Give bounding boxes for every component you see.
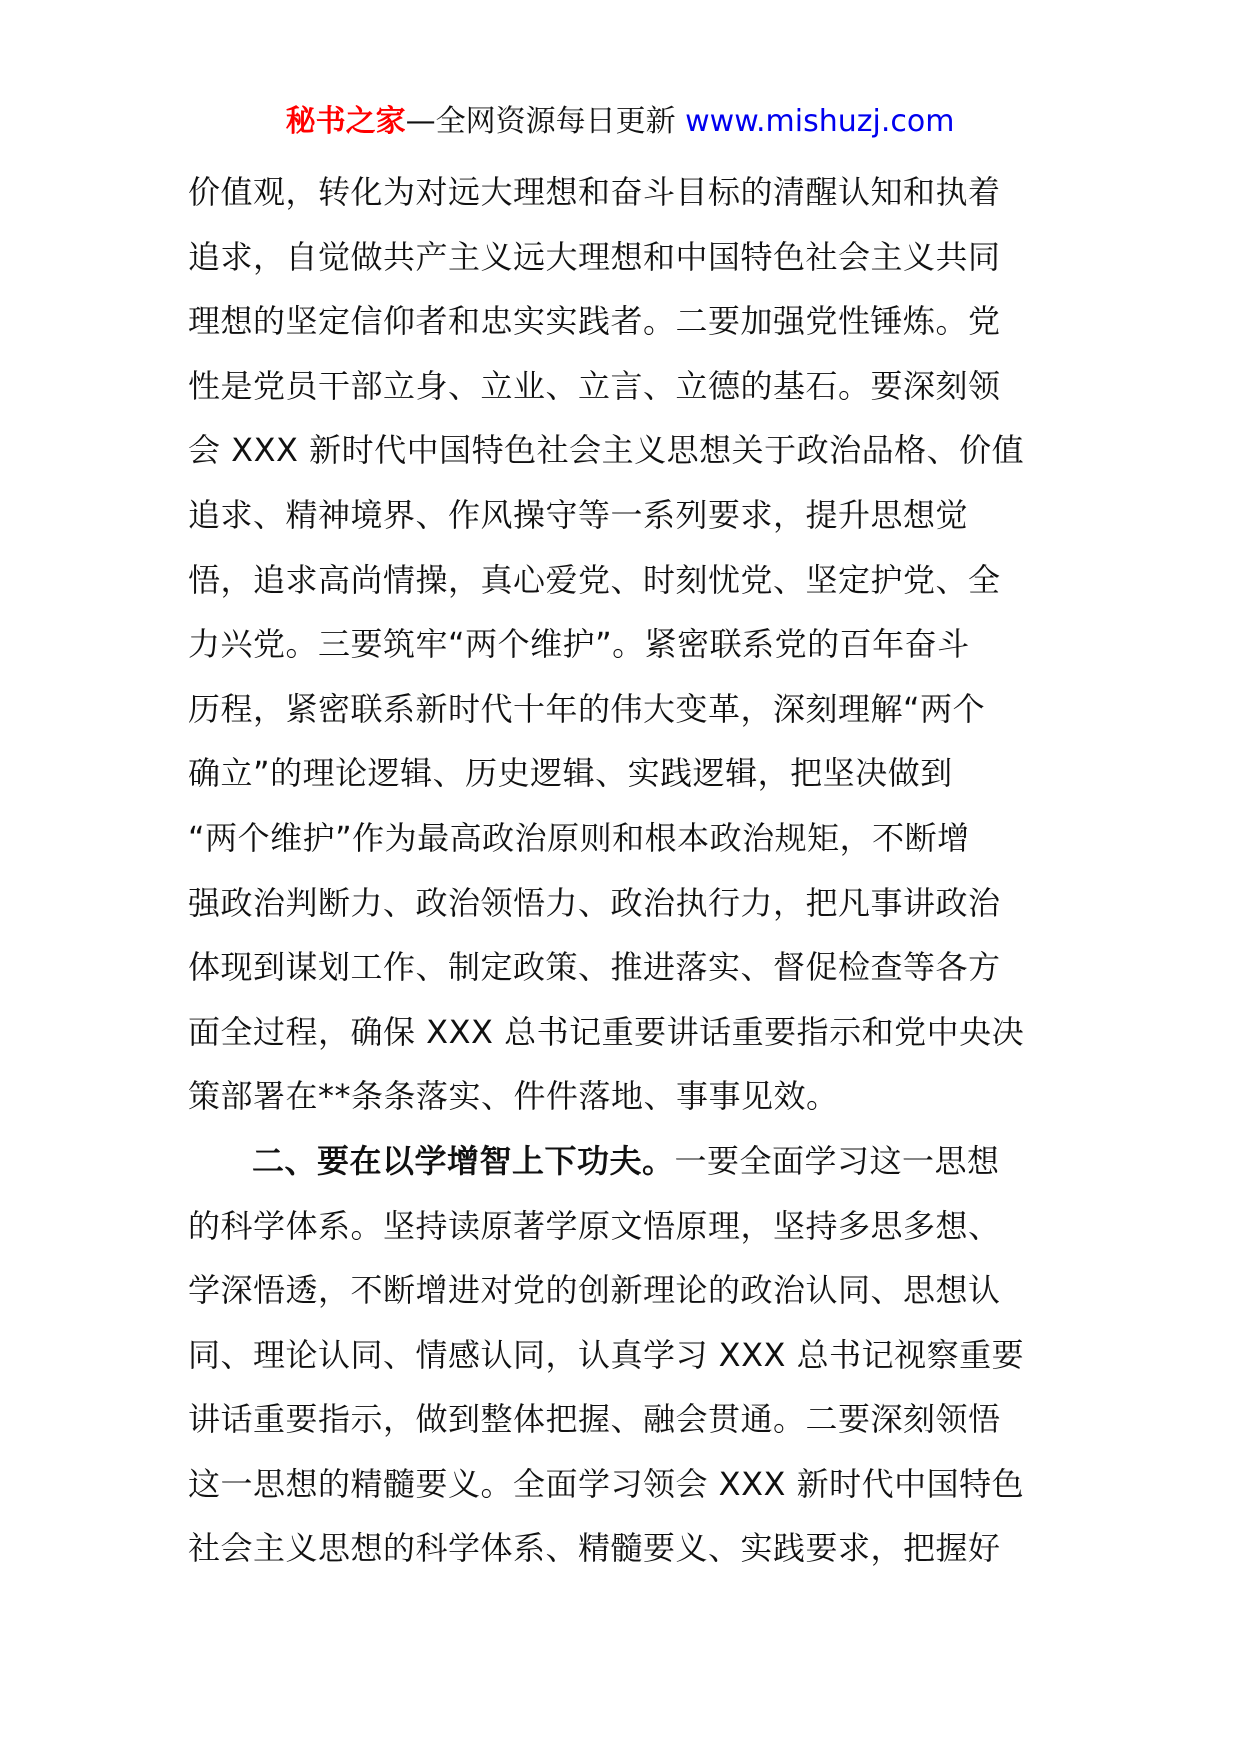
text-line: 讲话重要指示，做到整体把握、融会贯通。二要深刻领悟 xyxy=(188,1400,1001,1439)
text-line: 体现到谋划工作、制定政策、推进落实、督促检查等各方 xyxy=(188,948,1001,987)
text-line: 价值观，转化为对远大理想和奋斗目标的清醒认知和执着 xyxy=(188,173,1001,211)
text-line: 社会主义思想的科学体系、精髓要义、实践要求，把握好 xyxy=(188,1529,1001,1568)
text-line: 的科学体系。坚持读原著学原文悟原理，坚持多思多想、 xyxy=(188,1206,1001,1245)
text-line: 策部署在**条条落实、件件落地、事事见效。 xyxy=(188,1077,839,1116)
text-line: 学深悟透，不断增进对党的创新理论的政治认同、思想认 xyxy=(188,1271,1001,1310)
text-line: “两个维护”作为最高政治原则和根本政治规矩，不断增 xyxy=(188,818,970,857)
text-line: 力兴党。三要筑牢“两个维护”。紧密联系党的百年奋斗 xyxy=(188,625,970,664)
text-line: 追求、精神境界、作风操守等一系列要求，提升思想觉 xyxy=(188,495,969,534)
section-2-first-line xyxy=(188,1129,1054,1194)
site-header xyxy=(0,102,1240,142)
text-line: 强政治判断力、政治领悟力、政治执行力，把凡事讲政治 xyxy=(188,883,1001,922)
text-line: 悟，追求高尚情操，真心爱党、时刻忧党、坚定护党、全 xyxy=(188,560,1001,599)
text-line: 会 XXX 新时代中国特色社会主义思想关于政治品格、价值 xyxy=(188,431,1025,470)
site-brand: 秘书之家 xyxy=(285,104,406,139)
text-line: 确立”的理论逻辑、历史逻辑、实践逻辑，把坚决做到 xyxy=(188,754,953,793)
section-2-lead-text: 一要全面学习这一思想 xyxy=(674,1141,1000,1180)
text-line: 这一思想的精髓要义。全面学习领会 XXX 新时代中国特色 xyxy=(188,1464,1025,1503)
text-line: 面全过程，确保 XXX 总书记重要讲话重要指示和党中央决 xyxy=(188,1012,1025,1051)
section-2-heading: 二、要在以学增智上下功夫。 xyxy=(252,1141,675,1180)
document-body xyxy=(188,160,1054,1581)
site-url-link[interactable]: www.mishuzj.com xyxy=(685,104,955,139)
text-line: 同、理论认同、情感认同，认真学习 XXX 总书记视察重要 xyxy=(188,1335,1025,1374)
text-line: 性是党员干部立身、立业、立言、立德的基石。要深刻领 xyxy=(188,366,1001,405)
text-line: 理想的坚定信仰者和忠实实践者。二要加强党性锤炼。党 xyxy=(188,302,1001,341)
text-line: 历程，紧密联系新时代十年的伟大变革，深刻理解“两个 xyxy=(188,689,986,728)
text-line: 追求，自觉做共产主义远大理想和中国特色社会主义共同 xyxy=(188,237,1001,276)
site-tagline: —全网资源每日更新 xyxy=(405,104,686,139)
